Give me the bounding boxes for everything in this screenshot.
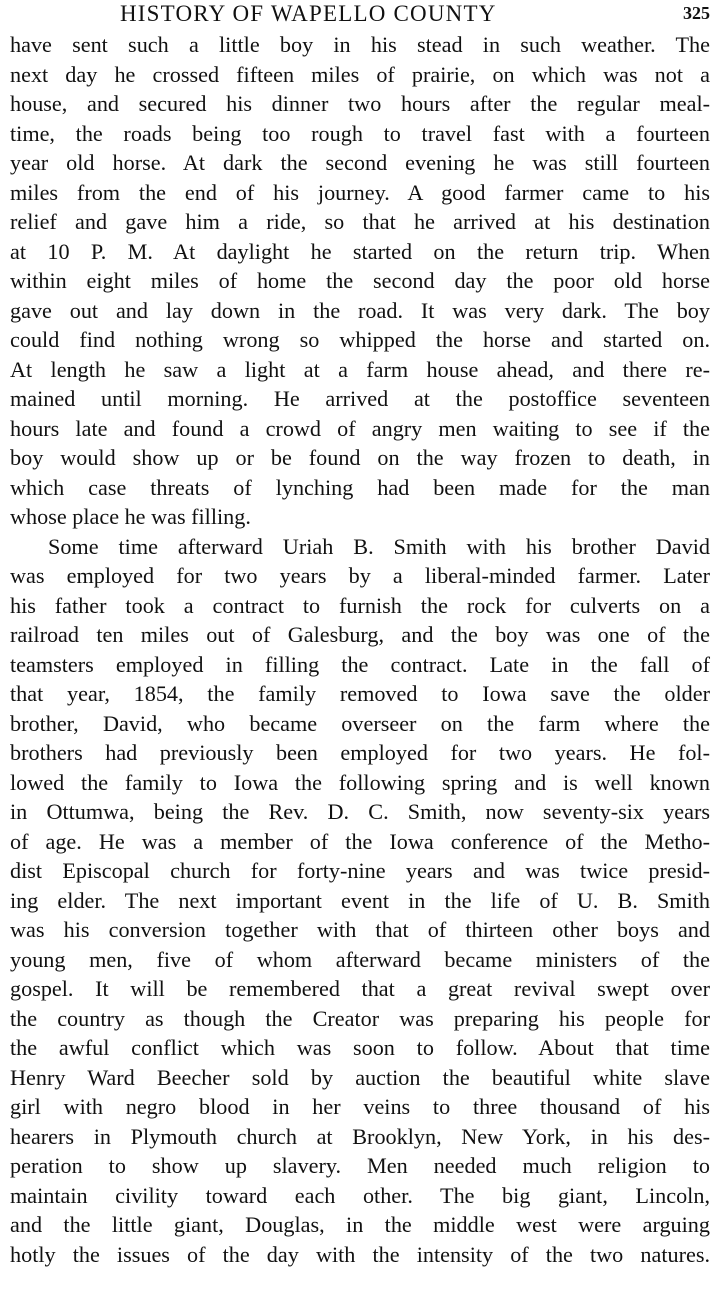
text-line: hearers in Plymouth church at Brooklyn, New York, in his des- [10, 1123, 710, 1149]
text-line: of age. He was a member of the Iowa conference of the Metho- [10, 828, 710, 854]
text-line: peration to show up slavery. Men needed much religion to [10, 1153, 710, 1178]
text-line: dist Episcopal church for forty-nine years and was twice presid- [10, 858, 710, 883]
text-line: the awful conflict which was soon to follow. About that time [10, 1035, 710, 1060]
text-line: time, the roads being too rough to travel fast with a fourteen [10, 120, 710, 146]
text-line: which case threats of lynching had been made for the man [10, 474, 710, 500]
text-line: girl with negro blood in her veins to three thousand of his [10, 1094, 710, 1119]
book-page [10, 0, 710, 1292]
body-text [10, 30, 710, 1269]
text-line: boy would show up or be found on the way frozen to death, in [10, 445, 710, 470]
text-line: was his conversion together with that of thirteen other boys and [10, 917, 710, 942]
text-line: brother, David, who became overseer on the farm where the [10, 710, 710, 736]
text-line: at 10 P. M. At daylight he started on the return trip. When [10, 238, 710, 264]
text-line: miles from the end of his journey. A good farmer came to his [10, 179, 710, 205]
paragraph [10, 532, 710, 1270]
text-line: next day he crossed fifteen miles of prairie, on which was not a [10, 61, 710, 87]
running-head [10, 0, 710, 30]
text-line: mained until morning. He arrived at the postoffice seventeen [10, 386, 710, 411]
text-line: in Ottumwa, being the Rev. D. C. Smith, now seventy-six years [10, 799, 710, 824]
text-line: young men, five of whom afterward became ministers of the [10, 946, 710, 972]
text-line: hotly the issues of the day with the intensity of the two natures. [10, 1241, 710, 1267]
text-line: teamsters employed in filling the contract. Late in the fall of [10, 651, 710, 677]
text-line: the country as though the Creator was preparing his people for [10, 1005, 710, 1031]
text-line: could find nothing wrong so whipped the horse and started on. [10, 327, 710, 352]
text-line: within eight miles of home the second day the poor old horse [10, 268, 710, 293]
text-line: Henry Ward Beecher sold by auction the beautiful white slave [10, 1064, 710, 1090]
text-line: railroad ten miles out of Galesburg, and the boy was one of the [10, 622, 710, 647]
text-line: year old horse. At dark the second evening he was still fourteen [10, 150, 710, 175]
text-line: was employed for two years by a liberal-minded farmer. Later [10, 563, 710, 588]
text-line: whose place he was filling. [10, 504, 251, 529]
text-line: gospel. It will be remembered that a great revival swept over [10, 976, 710, 1001]
paragraph [10, 30, 710, 532]
text-line: maintain civility toward each other. The big giant, Lincoln, [10, 1182, 710, 1208]
running-head-title: HISTORY OF WAPELLO COUNTY [120, 1, 497, 26]
text-line: brothers had previously been employed for two years. He fol- [10, 740, 710, 765]
text-line: lowed the family to Iowa the following spring and is well known [10, 769, 710, 795]
page-number: 325 [683, 3, 710, 23]
text-line: have sent such a little boy in his stead in such weather. The [10, 32, 710, 57]
text-line: ing elder. The next important event in the life of U. B. Smith [10, 887, 710, 913]
text-line: that year, 1854, the family removed to Iowa save the older [10, 681, 710, 706]
text-line: his father took a contract to furnish the rock for culverts on a [10, 592, 710, 618]
text-line: hours late and found a crowd of angry men waiting to see if the [10, 415, 710, 441]
text-line: At length he saw a light at a farm house ahead, and there re- [10, 356, 710, 382]
text-line: and the little giant, Douglas, in the middle west were arguing [10, 1212, 710, 1237]
text-line: house, and secured his dinner two hours after the regular meal- [10, 91, 710, 116]
text-line: gave out and lay down in the road. It was very dark. The boy [10, 297, 710, 323]
text-line: relief and gave him a ride, so that he arrived at his destination [10, 209, 710, 234]
text-line: Some time afterward Uriah B. Smith with his brother David [48, 533, 710, 559]
